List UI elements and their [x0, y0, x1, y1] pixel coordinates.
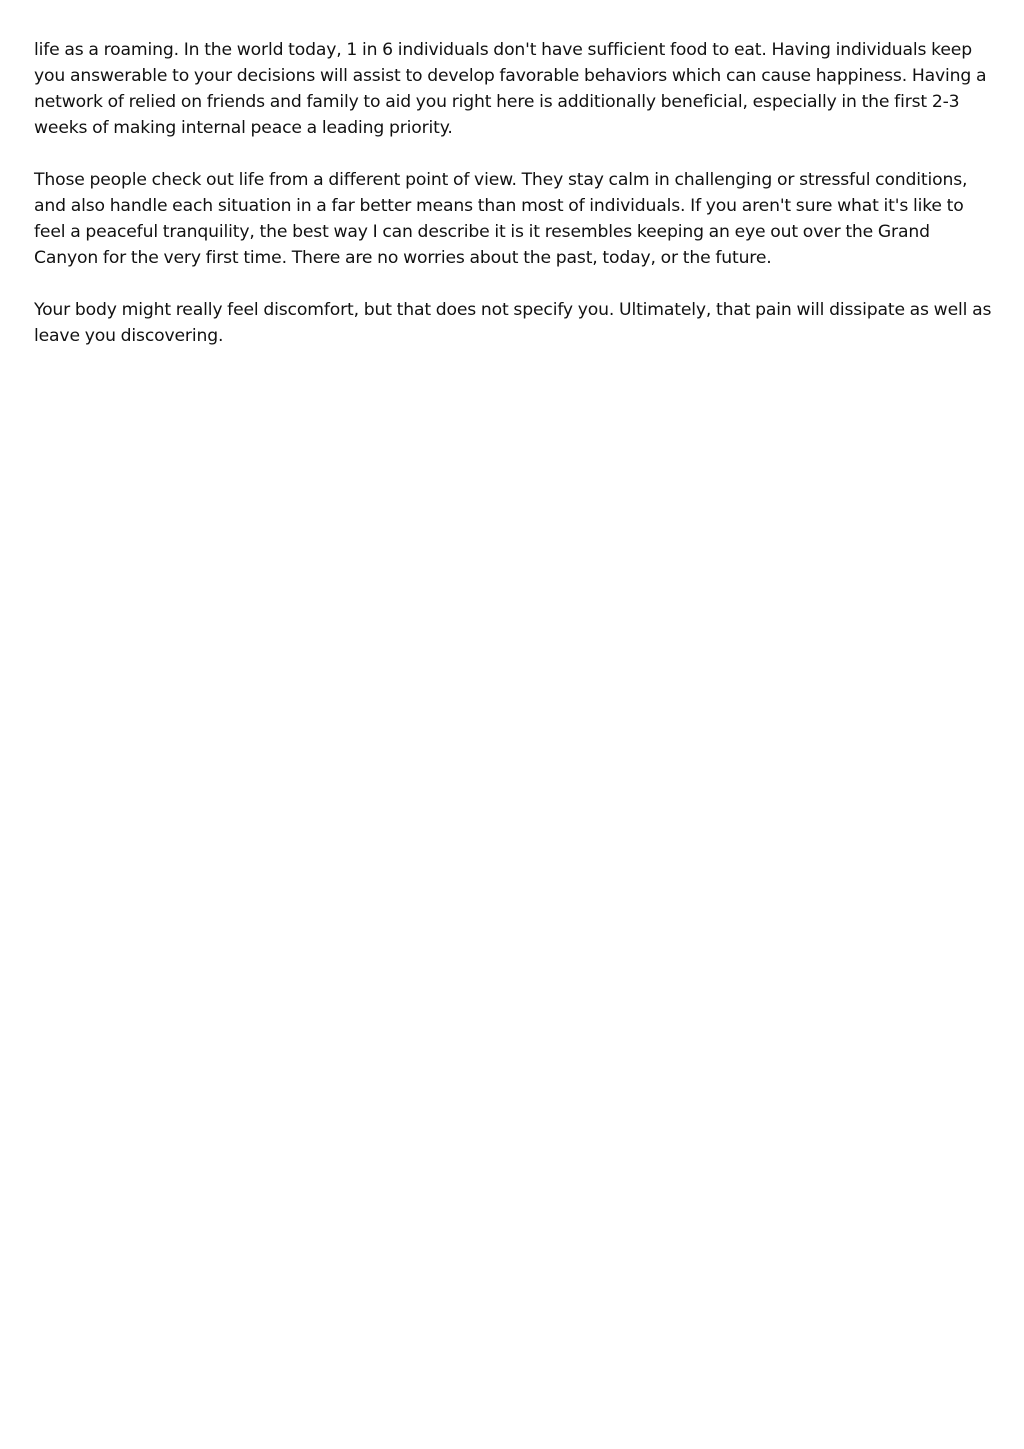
document-body [34, 37, 994, 375]
paragraph-3: Your body might really feel discomfort, but that does not specify you. Ultimately, that pain will dissipate as well as leave you discovering. [34, 300, 992, 346]
paragraph-1: life as a roaming. In the world today, 1 in 6 individuals don't have sufficient food to eat. Having individuals keep you answerable to your decisions will assist to develop favorable behaviors which can cause happiness. Having a network of relied on friends and family to aid you right here is additionally beneficial, especially in the first 2-3 weeks of making internal peace a leading priority. [34, 40, 987, 138]
paragraph-2: Those people check out life from a different point of view. They stay calm in challenging or stressful conditions, and also handle each situation in a far better means than most of individuals. If you aren't sure what it's like to feel a peaceful tranquility, the best way I can describe it is it resembles keeping an eye out over the Grand Canyon for the very first time. There are no worries about the past, today, or the future. [34, 170, 968, 268]
